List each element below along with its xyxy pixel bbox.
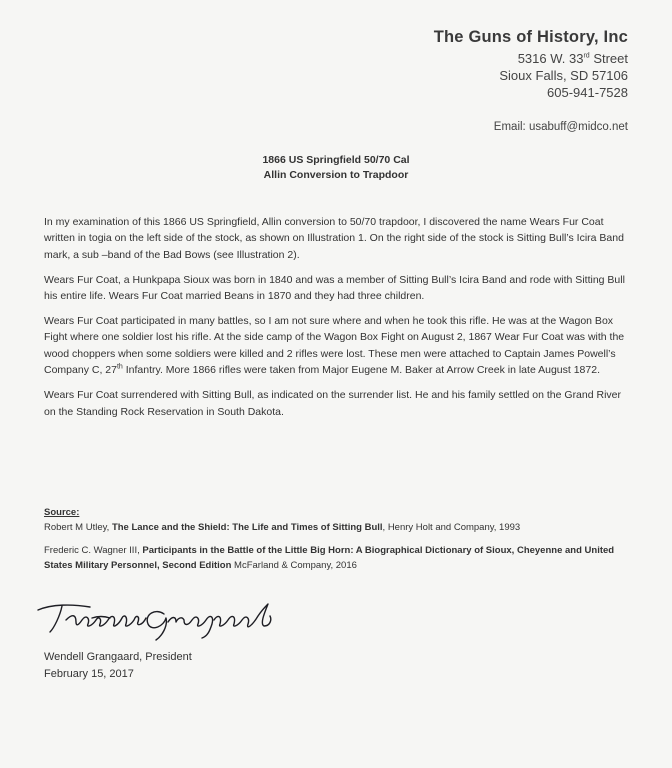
company-name: The Guns of History, Inc [433,28,628,46]
source-1-title: The Lance and the Shield: The Life and Times of Sitting Bull [111,522,383,533]
sources-section [44,505,634,581]
source-1 [44,520,634,535]
paragraph-1: In my examination of this 1866 US Springfield, Allin conversion to 50/70 trapdoor, I discovered the name Wears Fur Coat written in togia on the left side of the stock, as shown on Illustration 1. On the right side of the stock is Sitting Bull’s Icira Band mark, a sub –band of the Bad Bows (see Illustration 2). [44,216,624,261]
handwritten-signature [32,596,277,648]
signer-name-title: Wendell Grangaard, President [44,651,192,663]
document-title [0,153,672,183]
source-1-author: Robert M Utley, [44,522,112,533]
source-2-title: Participants in the Battle of the Little Big Horn: A Biographical Dictionary of Sioux, Cheyenne and United States Military Personnel, Second Edition [44,545,615,571]
paragraph-4: Wears Fur Coat surrendered with Sitting Bull, as indicated on the surrender list. He and his family settled on the Grand River on the Standing Rock Reservation in South Dakota. [44,389,621,418]
sources-heading: Source: [44,507,80,518]
paragraph-3-ordinal: th [116,363,123,371]
paragraph-3-part-a: Wears Fur Coat participated in many battles, so I am not sure where and when he took this rifle. He was at the Wagon Box Fight where one soldier lost his rifle. At the side camp of the Wagon Box Fight on August 2, 1867 Wear Fur Coat was with the wood choppers when some soldiers were killed and 2 rifles were lost. These men were attached to Captain James Powell’s Company C, 27 [44,315,625,377]
paragraph-2: Wears Fur Coat, a Hunkpapa Sioux was born in 1840 and was a member of Sitting Bull’s Icira Band and rode with Sitting Bull his entire life. Wears Fur Coat married Beans in 1870 and they had three children. [44,273,625,303]
paragraph-3-part-b: Infantry. More 1866 rifles were taken from Major Eugene M. Baker at Arrow Creek in late August 1872. [122,364,600,377]
title-line-2: Allin Conversion to Trapdoor [263,169,409,181]
city-state-zip: Sioux Falls, SD 57106 [499,68,628,83]
source-1-publisher: , Henry Holt and Company, 1993 [382,522,521,533]
paragraph-3 [44,313,634,379]
phone-number: 605-941-7528 [547,85,628,100]
source-2 [44,543,634,573]
letter-body [44,214,634,428]
signature-block [44,649,192,683]
source-2-author: Frederic C. Wagner III, [44,545,143,556]
street-address [434,50,628,67]
address-street: Street [589,51,628,66]
letter-date: February 15, 2017 [44,668,134,680]
address-prefix: 5316 W. 33 [517,51,584,66]
email-line: Email: usabuff@midco.net [493,121,628,133]
title-line-1: 1866 US Springfield 50/70 Cal [262,154,410,166]
source-2-publisher: McFarland & Company, 2016 [231,560,357,571]
letterhead [434,28,628,101]
address-ordinal: rd [583,52,590,60]
